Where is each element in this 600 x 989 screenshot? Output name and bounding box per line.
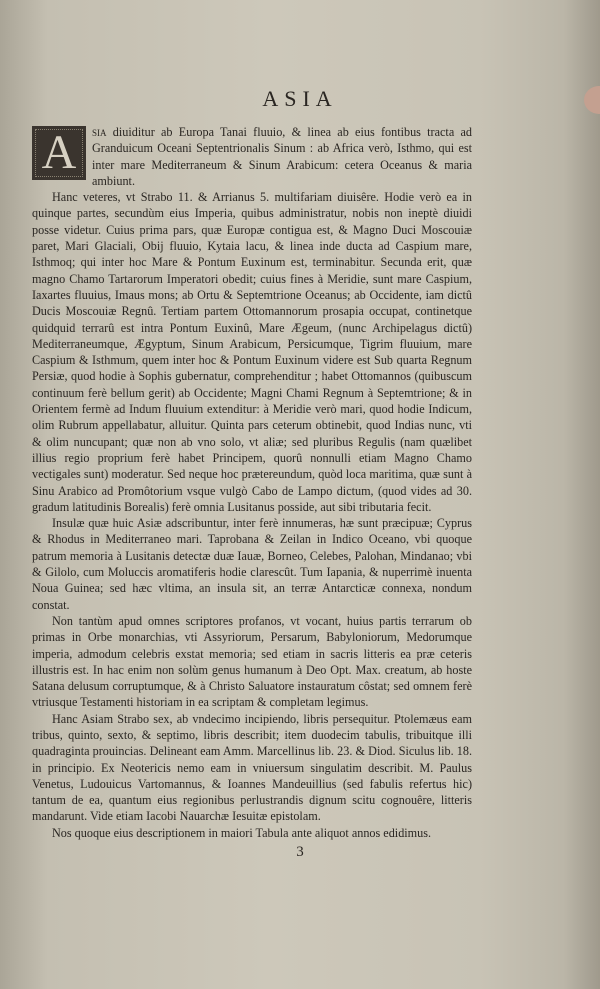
decorated-initial: A xyxy=(32,126,86,180)
paragraph: Non tantùm apud omnes scriptores profanos, vt vocant, huius partis terrarum ob primas in Orbe monarchias, vti Assyriorum, Persarum, Babyloniorum, Medorumque imperia, admodum celebris exstat memoria; sed etiam in sacris litteris ea præ ceteris illustris est. In hac enim non solùm genus humanum à Deo Opt. Max. creatum, ab hoste Satana delusum corruptumque, & à Christo Saluatore instauratum côstat; sed omnem ferè vtriusque Testamenti historiam in ea scriptam & completam legimus. xyxy=(32,613,472,710)
paragraph: Nos quoque eius descriptionem in maiori Tabula ante aliquot annos edidimus. xyxy=(52,825,432,840)
page-number: 3 xyxy=(296,844,304,860)
page-title: ASIA xyxy=(262,86,338,111)
paragraph: Hanc veteres, vt Strabo 11. & Arrianus 5. multifariam diuisêre. Hodie verò ea in quinque partes, secundùm eius Imperia, quibus administratur, nobis non ineptè diuidi posse videtur. Cuius prima pars, quæ Europæ contigua est, & Magno Duci Moscouiæ paret, Mari Glaciali, Obij fluuio, Kytaia lacu, & linea inde ducta ad Caspium mare, Isthmoq; qui inter hoc Mare & Pontum Euxinum est, terminabitur. Secunda erit, quæ magno Chamo Tartarorum Imperatori obedit; cuius fines à Meridie, sunt mare Caspium, Iaxartes fluuius, Imaus mons; ab Ortu & Septemtrione Oceanus; ab Occidente, iam dictû Ducis Moscouiæ Regnû. Tertiam partem Ottomannorum prosapia occupat, continetque quidquid terrarû est intra Pontum Euxinû, Mare Ægeum, (nunc Archipelagus dictû) Mediterraneumque, Ægyptum, Sinum Arabicum, Persicumque, Tigrim fluuium, mare Caspium & Isthmum, quem inter hoc & Pontum Euxinum videre est Sub quarta Regnum Persiæ, quod hodie à Sophis gubernatur, comprehenditur ; habet Ottomannos (quibuscum continuum ferè bellum gerit) ab Occidente; Magni Chami Regnum à Septemtrione; & in Orientem fermè ad Indum fluuium extenditur: à Meridie verò mari, quod hodie Indicum, olim Rubrum appellabatur, alluitur. Quinta pars ceterum obtinebit, quod Indias nunc, vti & olim nuncupant; quæ non ab vno solo, vt aliæ; sed pluribus Regulis (nam quælibet illius regio proprium ferè habet Principem, quorû nonnulli etiam Magno Chamo vectigales sunt) moderatur. Sed neque hoc prætereundum, quòd loca maritima, quæ sunt à Sinu Arabico ad Promôtorium vsque vulgò Cabo de Lampo dictum, (quod vides ad 30. gradum latitudinis Borealis) ferè omnia Lusitanus posside, aut sibi tributaria fecit. xyxy=(32,190,472,514)
paragraph: Insulæ quæ huic Asiæ adscribuntur, inter ferè innumeras, hæ sunt præcipuæ; Cyprus & Rhodus in Mediterraneo mari. Taprobana & Zeilan in Indico Oceano, vbi quoque patrum memoria à Lusitanis detectæ duæ Iauæ, Borneo, Celebes, Palohan, Mindanao; vbi & Gilolo, cum Moluccis aromatiferis hodie clarescût. Tum Iapania, & nuperrimè inuenta Noua Guinea; sed hæc vltima, an insula sit, an terræ Antarcticæ connexa, nondum constat. xyxy=(32,516,472,612)
paragraph: Hanc Asiam Strabo sex, ab vndecimo incipiendo, libris persequitur. Ptolemæus eam tribus, quinto, sexto, & septimo, libris describit; item duodecim tabulis, tribuitque illi quadraginta prouincias. Delineant eam Amm. Marcellinus lib. 23. & Diod. Siculus lib. 18. in principio. Ex Neotericis nemo eam in vniuersum singulatim describit. M. Paulus Venetus, Ludouicus Vartomannus, & Ioannes Mandeuillius (sed fabulis refertus hic) tantum de ea, quantum eius regionibus perlustrandis dignum scitu cognouêre, litteris mandarunt. Vide etiam Iacobi Nauarchæ Iesuitæ epistolam. xyxy=(32,711,472,824)
page-edge-shadow xyxy=(564,0,600,989)
first-word: sia xyxy=(92,125,107,139)
body-text xyxy=(32,124,472,841)
paragraph xyxy=(32,124,472,189)
paragraph-text: diuiditur ab Europa Tanai fluuio, & linea ab eius fontibus tracta ad Granduicum Oceani Septentrionalis Sinum : ab Africa verò, Isthmo, qui est inter mare Mediterraneum & Sinum Arabicum: cetera Oceanus & maria ambiunt. xyxy=(92,125,472,188)
